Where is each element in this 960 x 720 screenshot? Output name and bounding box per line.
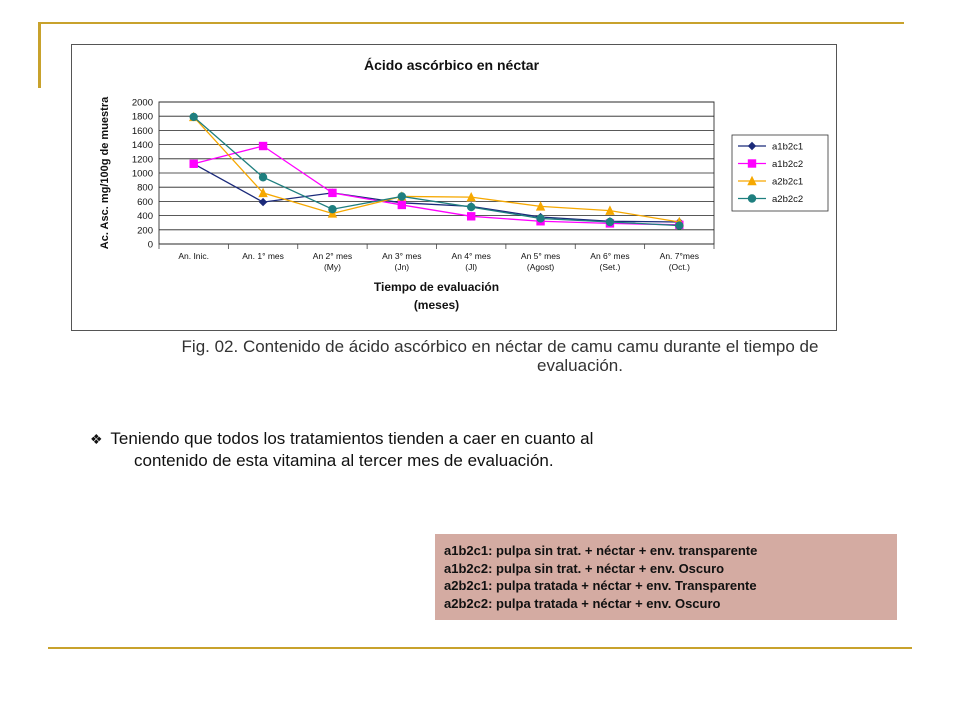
decorative-bottom-rule (48, 647, 912, 649)
figure-caption (0, 337, 960, 375)
x-tick-label: An 3° mes (382, 251, 422, 261)
x-tick-label: An. 1° mes (242, 251, 284, 261)
data-point (189, 160, 197, 168)
bullet-line-2: contenido de esta vitamina al tercer mes de evaluación. (134, 451, 554, 470)
chart-svg (72, 45, 836, 330)
bullet-paragraph (90, 428, 730, 472)
y-tick-label: 800 (137, 182, 153, 194)
chart-frame (71, 44, 837, 331)
legend-marker (748, 194, 756, 202)
treatment-note: a2b2c2: pulpa tratada + néctar + env. Oscuro (444, 595, 721, 611)
data-point (536, 214, 544, 222)
treatment-note: a1b2c2: pulpa sin trat. + néctar + env. Oscuro (444, 560, 725, 576)
data-point (467, 212, 475, 220)
legend-label: a2b2c2 (772, 194, 804, 205)
x-axis-title: Tiempo de evaluación (373, 280, 500, 294)
x-tick-label: An 6° mes (590, 251, 630, 261)
data-point (328, 205, 336, 213)
y-tick-label: 1800 (131, 111, 153, 123)
legend-label: a2b2c1 (772, 176, 804, 188)
data-point (259, 173, 267, 181)
y-tick-label: 400 (137, 211, 153, 223)
bullet-line-1: Teniendo que todos los tratamientos tienden a caer en cuanto al (110, 429, 594, 448)
diamond-bullet-icon: ❖ (90, 431, 103, 447)
caption-line-1: Fig. 02. Contenido de ácido ascórbico en néctar de camu camu durante el tiempo de (181, 337, 819, 356)
data-point (328, 189, 336, 197)
y-tick-label: 1200 (131, 154, 153, 166)
x-tick-label: An 5° mes (520, 251, 561, 261)
y-tick-label: 600 (137, 196, 153, 208)
y-tick-label: 0 (147, 239, 153, 251)
x-tick-label-sub: (My) (323, 262, 341, 272)
data-point (606, 218, 614, 226)
data-point (189, 113, 197, 121)
x-tick-label: An. Inic. (178, 251, 210, 261)
caption-line-2: evaluación. (536, 356, 623, 375)
x-tick-label-sub: (Agost) (526, 262, 555, 272)
treatment-note: a2b2c1: pulpa tratada + néctar + env. Transparente (444, 578, 757, 593)
x-axis-title-sub: (meses) (413, 298, 460, 312)
legend-marker (748, 159, 756, 167)
y-axis-title: Ac. Asc. mg/100g de muestra (99, 96, 111, 250)
y-tick-label: 1400 (131, 140, 153, 152)
y-tick-label: 200 (137, 225, 153, 237)
x-tick-label-sub: (Jl) (465, 262, 478, 272)
x-tick-label: An. 7°mes (659, 251, 699, 261)
x-tick-label-sub: (Oct.) (668, 262, 690, 272)
legend-label: a1b2c1 (772, 141, 804, 153)
data-point (259, 142, 267, 150)
chart-title: Ácido ascórbico en néctar (363, 57, 540, 73)
data-point (467, 203, 475, 211)
y-tick-label: 1000 (131, 168, 153, 180)
legend-label: a1b2c2 (772, 159, 804, 170)
y-tick-label: 1600 (131, 125, 153, 137)
x-tick-label-sub: (Set.) (599, 262, 621, 272)
treatment-legend-box (435, 534, 897, 620)
treatment-note: a1b2c1: pulpa sin trat. + néctar + env. transparente (444, 543, 758, 558)
data-point (398, 192, 406, 200)
x-tick-label-sub: (Jn) (394, 262, 410, 272)
y-tick-label: 2000 (131, 97, 153, 109)
data-point (398, 201, 406, 209)
x-tick-label: An 4° mes (451, 251, 491, 261)
x-tick-label: An 2° mes (312, 251, 353, 261)
decorative-top-rule (38, 22, 904, 24)
data-point (675, 221, 683, 229)
decorative-left-rule (38, 22, 41, 88)
